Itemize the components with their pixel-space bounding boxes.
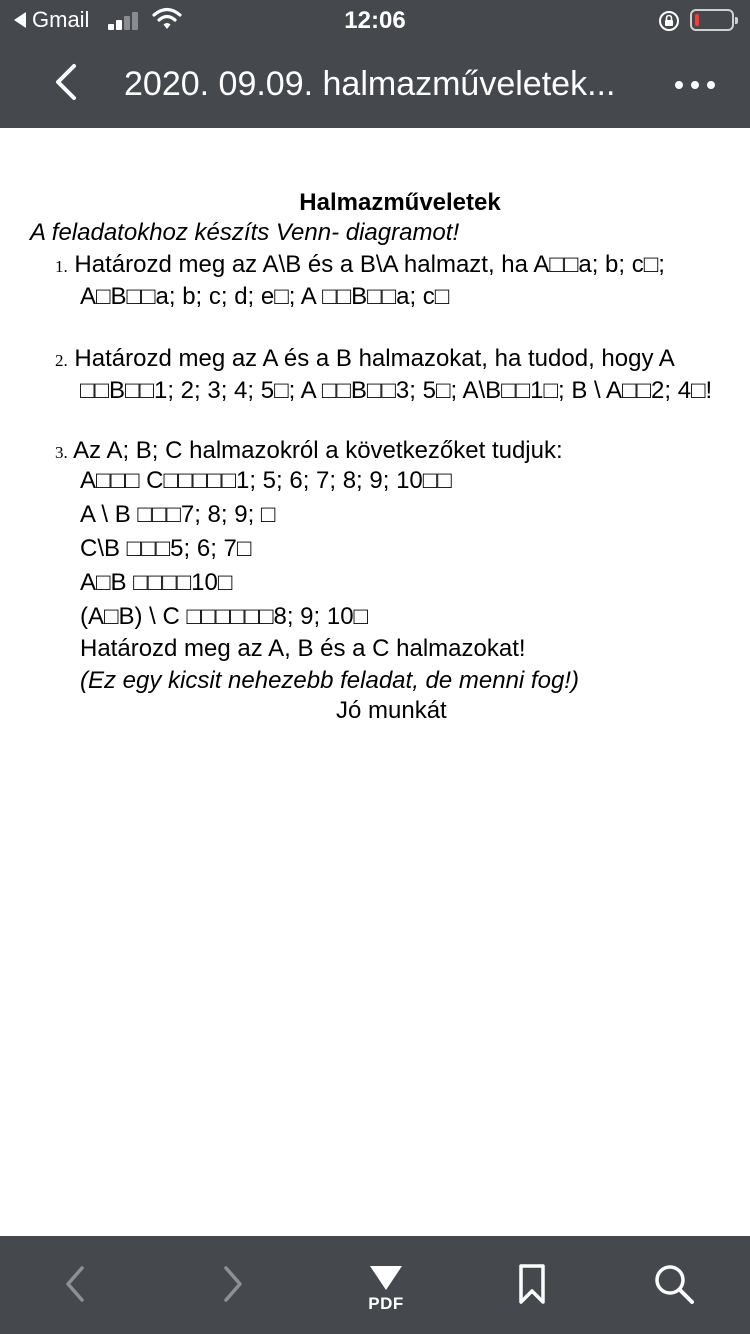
pdf-label: PDF (368, 1294, 404, 1313)
doc-subtitle: A feladatokhoz készíts Venn- diagramot! (30, 219, 460, 246)
doc-title: Halmazműveletek (299, 189, 501, 216)
more-dots-icon[interactable] (672, 70, 718, 100)
task-1-number: 1. (55, 257, 68, 276)
task-2-number: 2. (55, 351, 68, 370)
task-2-line-2: □□B□□1; 2; 3; 4; 5□; A □□B□□3; 5□; A\B□□1□; B \ A□□2; 4□! (80, 377, 713, 404)
task-3-number: 3. (55, 443, 68, 462)
bottom-toolbar (0, 1236, 750, 1334)
back-button[interactable] (48, 60, 84, 104)
task-3-hint: (Ez egy kicsit nehezebb feladat, de menni fog!) (80, 667, 579, 694)
document-view[interactable] (0, 128, 750, 1236)
task-3-line: A□□□ C□□□□□1; 5; 6; 7; 8; 9; 10□□ (80, 467, 452, 494)
task-1-line-1: Határozd meg az A\B és a B\A halmazt, ha A□□a; b; c□; (74, 251, 665, 278)
search-icon[interactable] (650, 1260, 698, 1308)
orientation-lock-icon (658, 10, 680, 32)
task-3-line: Határozd meg az A, B és a C halmazokat! (80, 635, 526, 662)
previous-page-button[interactable] (52, 1260, 100, 1308)
battery-level (695, 14, 699, 26)
task-3-line: A \ B □□□7; 8; 9; □ (80, 501, 276, 528)
task-3-line-1: Az A; B; C halmazokról a következőket tudjuk: (73, 437, 563, 464)
status-time: 12:06 (344, 7, 406, 34)
next-page-button[interactable] (208, 1260, 256, 1308)
bookmark-icon[interactable] (508, 1260, 556, 1308)
task-2 (55, 344, 675, 376)
task-1 (55, 250, 665, 282)
task-1-line-2: A□B□□a; b; c; d; e□; A □□B□□a; c□ (80, 283, 450, 310)
back-app-label: Gmail (32, 7, 90, 32)
task-3-line: A□B □□□□10□ (80, 569, 233, 596)
download-pdf-button[interactable] (362, 1266, 410, 1316)
task-3-line: C\B □□□5; 6; 7□ (80, 535, 252, 562)
task-2-line-1: Határozd meg az A és a B halmazokat, ha tudod, hogy A (74, 345, 675, 372)
download-pdf-icon (370, 1266, 402, 1290)
status-bar (0, 0, 750, 40)
page-title: 2020. 09.09. halmazműveletek... (124, 65, 616, 103)
task-3-line: (A□B) \ C □□□□□□8; 9; 10□ (80, 603, 369, 630)
top-bar (0, 0, 750, 128)
battery-icon (690, 9, 734, 31)
closing-text: Jó munkát (336, 697, 447, 724)
task-3 (55, 436, 563, 468)
